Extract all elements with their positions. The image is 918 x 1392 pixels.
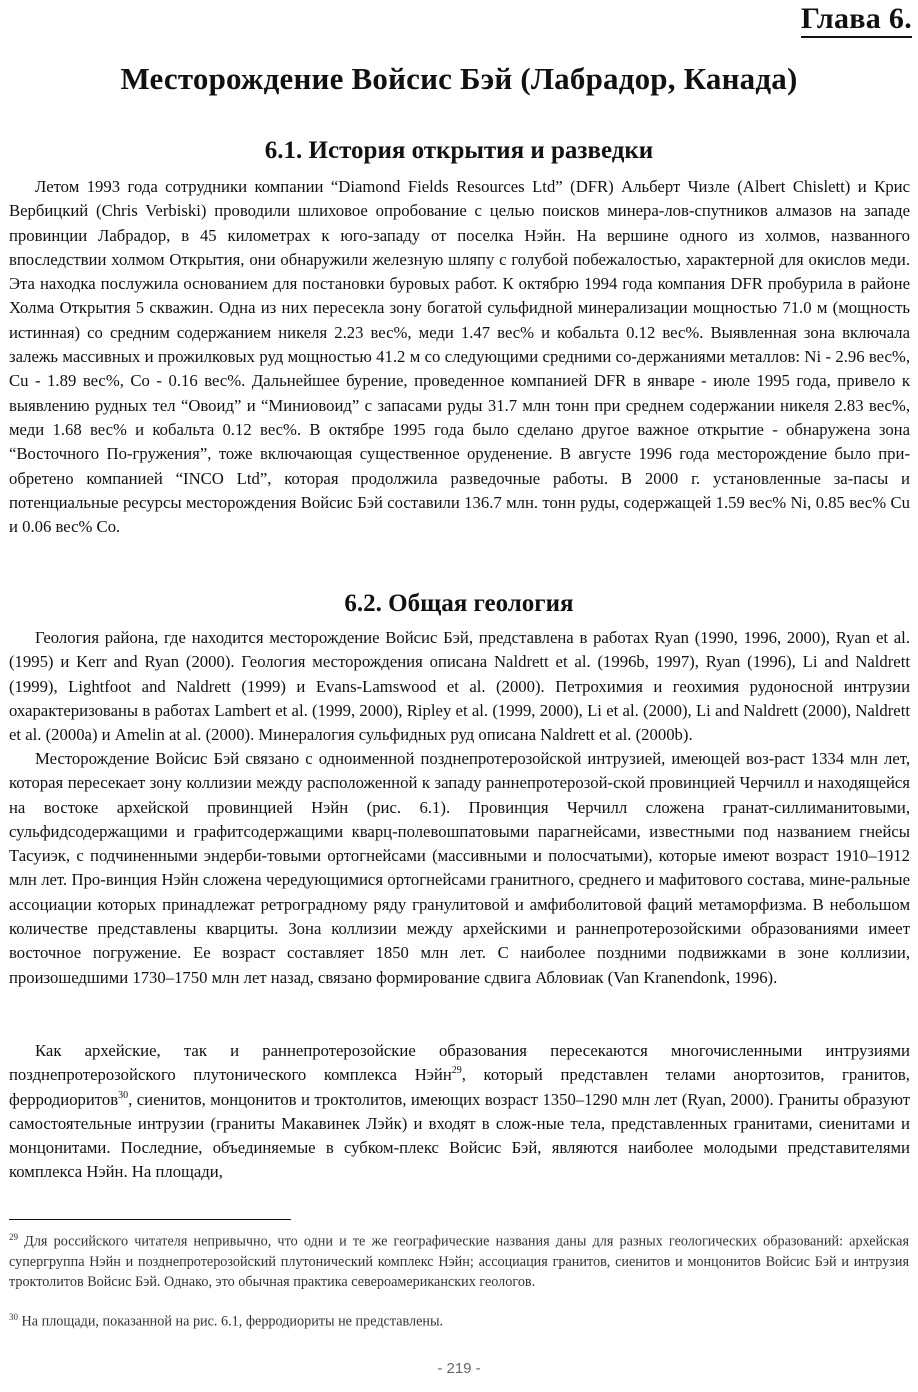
page-number: - 219 -: [437, 1360, 481, 1377]
footnote-text: На площади, показанной на рис. 6.1, ферродиориты не представлены.: [21, 1313, 444, 1330]
paragraph-geology-intrusions: [9, 1039, 910, 1185]
footnote-divider: [9, 1219, 291, 1220]
page-title: Месторождение Войсис Бэй (Лабрадор, Канада): [120, 61, 798, 96]
section-title-history: 6.1. История открытия и разведки: [264, 137, 654, 164]
section-title-geology: 6.2. Общая геология: [344, 590, 574, 617]
footnote-text: Для российского читателя непривычно, что одни и те же географические названия даны для разных геологических образований: архейская супергруппа Нэйн и позднепротерозойский плутонический комплекс Нэйн; ассоциация гранитов, сиенитов и монцонитов Войсис Бэй и интрузия троктолитов Войсис Бэй. Однако, это обычная практика североамериканских геологов.: [9, 1233, 909, 1290]
paragraph-text-part: , сиенитов, монцонитов и троктолитов, имеющих возраст 1350–1290 млн лет (Ryan, 2000). Граниты образуют самостоятельные интрузии (граниты Макавинек Лэйк) и входят в слож-ные тела, представленных гранитами, сиенитами и монцонитами. Последние, объединяемые в субком-плекс Войсис Бэй, являются наиболее молодыми представителями комплекса Нэйн. На площади,: [9, 1089, 910, 1182]
paragraph-text-part: , который представлен телами анортозитов, гранитов, ферродиоритов: [9, 1065, 910, 1109]
paragraph-geology-setting: Месторождение Войсис Бэй связано с одноименной позднепротерозойской интрузией, имеющей воз-раст 1334 млн лет, которая пересекает зону коллизии между расположенной к западу раннепротерозой-ской провинцией Черчилл и находящейся на востоке архейской провинцией Нэйн (рис. 6.1). Провинция Черчилл сложена гранат-силлиманитовыми, сульфидсодержащими и графитсодержащими кварц-полевошпатовыми парагнейсами, известными под названием гнейсы Тасуиэк, с подчиненными эндерби-товыми ортогнейсами (массивными и полосчатыми), которые имеют возраст 1910–1912 млн лет. Про-винция Нэйн сложена чередующимися ортогнейсами гранитного, среднего и мафитового состава, мине-ральные ассоциации которых принадлежат ретроградному ряду гранулитовой и амфиболитовой фаций метаморфизма. В небольшом количестве представлены кварциты. Зона коллизии между архейскими и раннепротерозойскими образованиями имеет восточное погружение. Ее возраст составляет 1850 млн лет. С наиболее поздними подвижками в зоне коллизии, произошедшими 1730–1750 млн лет назад, связано формирование сдвига Абловиак (Van Kranendonk, 1996).: [9, 749, 910, 987]
paragraph-geology-sources: Геология района, где находится месторождение Войсис Бэй, представлена в работах Ryan (1990, 1996, 2000), Ryan et al. (1995) и Kerr and Ryan (2000). Геология месторождения описана Naldrett et al. (1996b, 1997), Ryan (1996), Li and Naldrett (1999), Lightfoot and Naldrett (1999) и Evans-Lamswood et al. (2000). Петрохимия и геохимия рудоносной интрузии охарактеризованы в работах Lambert et al. (1999, 2000), Ripley et al. (1999, 2000), Li et al. (2000), Li and Naldrett (2000), Naldrett et al. (2000a) и Amelin at al. (2000). Минералогия сульфидных руд описана Naldrett et al. (2000b).: [9, 628, 910, 745]
footnote-number: 30: [9, 1312, 18, 1322]
footnote-number: 29: [9, 1232, 18, 1242]
paragraph-text-part: Как архейские, так и раннепротерозойские образования пересекаются многочисленными интрузиями позднепротерозойского плутонического комплекса Нэйн: [9, 1041, 910, 1085]
footnote-29: [9, 1227, 909, 1292]
chapter-label: Глава 6.: [801, 2, 912, 38]
paragraph-history: Летом 1993 года сотрудники компании “Diamond Fields Resources Ltd” (DFR) Альберт Чизле (Albert Chislett) и Крис Вербицкий (Chris Verbiski) проводили шлиховое опробование с целью поисков минера-лов-спутников алмазов на западе провинции Лабрадор, в 45 километрах к юго-западу от поселка Нэйн. На вершине одного из холмов, названного впоследствии холмом Открытия, они обнаружили железную шляпу с голубой побежалостью, характерной для окислов меди. Эта находка послужила основанием для постановки буровых работ. К октябрю 1994 года компания DFR пробурила в районе Холма Открытия 5 скважин. Одна из них пересекла зону богатой сульфидной минерализации мощностью 71.0 м (мощность истинная) со средним содержанием никеля 2.23 вес%, меди 1.47 вес% и кобальта 0.12 вес%. Выявленная зона включала залежь массивных и прожилковых руд мощностью 41.2 м со следующими средними со-держаниями металлов: Ni - 2.96 вес%, Cu - 1.89 вес%, Co - 0.16 вес%. Дальнейшее бурение, проведенное компанией DFR в январе - июле 1995 года, привело к выявлению рудных тел “Овоид” и “Миниовоид” с запасами руды 31.7 млн тонн при среднем содержании никеля 2.83 вес%, меди 1.68 вес% и кобальта 0.12 вес%. В октябре 1995 года было сделано другое важное открытие - обнаружена зона “Восточного По-гружения”, тоже включающая существенное оруденение. В августе 1996 года месторождение было при-обретено компанией “INCO Ltd”, которая продолжила разведочные работы. В 2000 г. установленные за-пасы и потенциальные ресурсы месторождения Войсис Бэй составили 136.7 млн. тонн руды, содержащей 1.59 вес% Ni, 0.85 вес% Cu и 0.06 вес% Co.: [9, 177, 910, 537]
footnote-ref-29[interactable]: 29: [451, 1065, 462, 1077]
footnote-30: [9, 1307, 909, 1332]
footnote-ref-30[interactable]: 30: [118, 1089, 129, 1101]
